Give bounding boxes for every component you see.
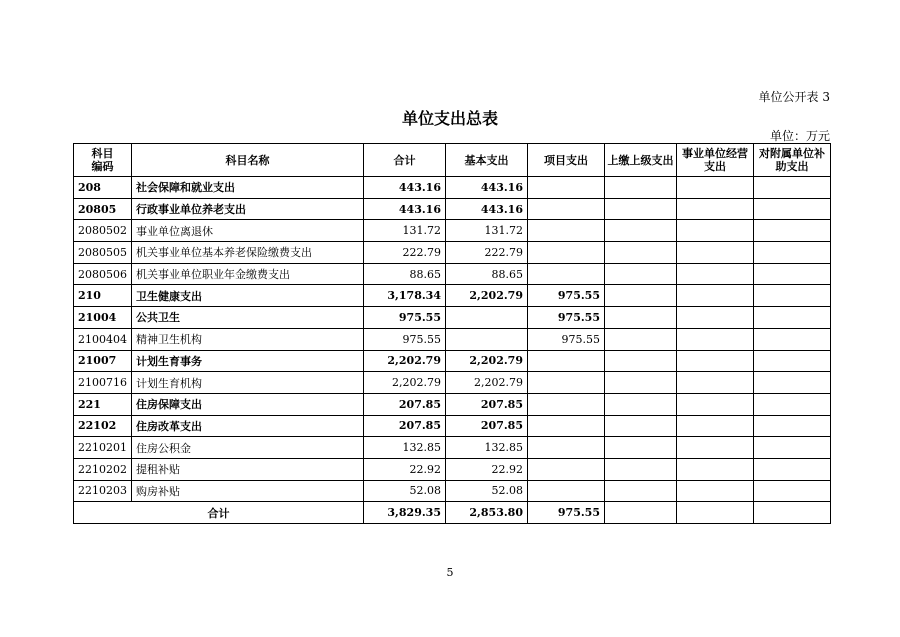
cell-code: 2100716 bbox=[74, 372, 132, 394]
cell-code: 221 bbox=[74, 393, 132, 415]
cell-total: 443.16 bbox=[364, 177, 446, 199]
cell-subsidy bbox=[754, 480, 831, 502]
table-row bbox=[74, 242, 831, 264]
cell-project bbox=[528, 177, 605, 199]
table-row bbox=[74, 285, 831, 307]
table-row bbox=[74, 415, 831, 437]
cell-basic bbox=[446, 307, 528, 329]
header-total: 合计 bbox=[364, 144, 446, 177]
cell-project bbox=[528, 242, 605, 264]
cell-business bbox=[677, 480, 754, 502]
cell-upper bbox=[605, 285, 677, 307]
cell-total: 975.55 bbox=[364, 328, 446, 350]
cell-basic: 132.85 bbox=[446, 437, 528, 459]
cell-basic: 2,202.79 bbox=[446, 372, 528, 394]
cell-upper bbox=[605, 458, 677, 480]
cell-upper bbox=[605, 307, 677, 329]
cell-upper bbox=[605, 415, 677, 437]
cell-code: 22102 bbox=[74, 415, 132, 437]
cell-name: 机关事业单位基本养老保险缴费支出 bbox=[132, 242, 364, 264]
cell-upper bbox=[605, 177, 677, 199]
cell-code: 2210202 bbox=[74, 458, 132, 480]
cell-basic: 2,202.79 bbox=[446, 350, 528, 372]
header-code: 科目 编码 bbox=[74, 144, 132, 177]
cell-project bbox=[528, 263, 605, 285]
cell-basic: 222.79 bbox=[446, 242, 528, 264]
total-project: 975.55 bbox=[528, 502, 605, 524]
cell-name: 计划生育事务 bbox=[132, 350, 364, 372]
table-row bbox=[74, 177, 831, 199]
cell-name: 住房保障支出 bbox=[132, 393, 364, 415]
cell-basic: 207.85 bbox=[446, 415, 528, 437]
cell-business bbox=[677, 242, 754, 264]
cell-total: 52.08 bbox=[364, 480, 446, 502]
table-row bbox=[74, 198, 831, 220]
cell-business bbox=[677, 372, 754, 394]
cell-code: 20805 bbox=[74, 198, 132, 220]
total-upper bbox=[605, 502, 677, 524]
cell-subsidy bbox=[754, 198, 831, 220]
table-row bbox=[74, 458, 831, 480]
header-basic: 基本支出 bbox=[446, 144, 528, 177]
cell-total: 207.85 bbox=[364, 393, 446, 415]
header-project: 项目支出 bbox=[528, 144, 605, 177]
cell-project bbox=[528, 415, 605, 437]
cell-project bbox=[528, 350, 605, 372]
cell-name: 机关事业单位职业年金缴费支出 bbox=[132, 263, 364, 285]
cell-upper bbox=[605, 328, 677, 350]
cell-project: 975.55 bbox=[528, 328, 605, 350]
total-business bbox=[677, 502, 754, 524]
cell-business bbox=[677, 307, 754, 329]
header-business: 事业单位经营支出 bbox=[677, 144, 754, 177]
cell-name: 事业单位离退休 bbox=[132, 220, 364, 242]
cell-upper bbox=[605, 393, 677, 415]
cell-subsidy bbox=[754, 415, 831, 437]
cell-code: 21004 bbox=[74, 307, 132, 329]
cell-business bbox=[677, 350, 754, 372]
cell-basic: 2,202.79 bbox=[446, 285, 528, 307]
table-row bbox=[74, 220, 831, 242]
table-row bbox=[74, 328, 831, 350]
table-row bbox=[74, 350, 831, 372]
table-row bbox=[74, 437, 831, 459]
cell-total: 88.65 bbox=[364, 263, 446, 285]
cell-subsidy bbox=[754, 177, 831, 199]
cell-basic: 52.08 bbox=[446, 480, 528, 502]
cell-subsidy bbox=[754, 458, 831, 480]
page-number: 5 bbox=[446, 566, 454, 579]
unit-label: 单位：万元 bbox=[769, 129, 830, 143]
cell-project bbox=[528, 220, 605, 242]
cell-business bbox=[677, 415, 754, 437]
cell-business bbox=[677, 263, 754, 285]
cell-subsidy bbox=[754, 372, 831, 394]
cell-code: 210 bbox=[74, 285, 132, 307]
cell-subsidy bbox=[754, 350, 831, 372]
cell-name: 精神卫生机构 bbox=[132, 328, 364, 350]
total-subsidy bbox=[754, 502, 831, 524]
cell-total: 207.85 bbox=[364, 415, 446, 437]
cell-total: 22.92 bbox=[364, 458, 446, 480]
cell-code: 2100404 bbox=[74, 328, 132, 350]
cell-business bbox=[677, 393, 754, 415]
cell-name: 公共卫生 bbox=[132, 307, 364, 329]
cell-project bbox=[528, 198, 605, 220]
cell-code: 21007 bbox=[74, 350, 132, 372]
header-upper: 上缴上级支出 bbox=[605, 144, 677, 177]
cell-upper bbox=[605, 198, 677, 220]
cell-total: 975.55 bbox=[364, 307, 446, 329]
total-basic: 2,853.80 bbox=[446, 502, 528, 524]
cell-business bbox=[677, 177, 754, 199]
header-subsidy: 对附属单位补助支出 bbox=[754, 144, 831, 177]
cell-total: 3,178.34 bbox=[364, 285, 446, 307]
cell-name: 社会保障和就业支出 bbox=[132, 177, 364, 199]
cell-basic: 22.92 bbox=[446, 458, 528, 480]
cell-name: 购房补贴 bbox=[132, 480, 364, 502]
cell-total: 222.79 bbox=[364, 242, 446, 264]
cell-subsidy bbox=[754, 220, 831, 242]
total-total: 3,829.35 bbox=[364, 502, 446, 524]
cell-upper bbox=[605, 220, 677, 242]
table-row bbox=[74, 263, 831, 285]
table-row bbox=[74, 393, 831, 415]
cell-project bbox=[528, 437, 605, 459]
cell-basic: 443.16 bbox=[446, 177, 528, 199]
cell-total: 131.72 bbox=[364, 220, 446, 242]
cell-code: 2080502 bbox=[74, 220, 132, 242]
cell-subsidy bbox=[754, 242, 831, 264]
cell-code: 2080506 bbox=[74, 263, 132, 285]
cell-subsidy bbox=[754, 437, 831, 459]
expenditure-table bbox=[73, 143, 831, 524]
cell-project bbox=[528, 458, 605, 480]
table-row bbox=[74, 372, 831, 394]
cell-business bbox=[677, 285, 754, 307]
total-label: 合计 bbox=[74, 502, 364, 524]
cell-name: 提租补贴 bbox=[132, 458, 364, 480]
cell-upper bbox=[605, 437, 677, 459]
cell-project bbox=[528, 372, 605, 394]
cell-business bbox=[677, 198, 754, 220]
cell-name: 住房改革支出 bbox=[132, 415, 364, 437]
cell-project: 975.55 bbox=[528, 285, 605, 307]
cell-business bbox=[677, 458, 754, 480]
cell-code: 2210203 bbox=[74, 480, 132, 502]
cell-subsidy bbox=[754, 393, 831, 415]
cell-project: 975.55 bbox=[528, 307, 605, 329]
total-row bbox=[74, 502, 831, 524]
cell-upper bbox=[605, 263, 677, 285]
cell-name: 计划生育机构 bbox=[132, 372, 364, 394]
table-header-row bbox=[74, 144, 831, 177]
form-label: 单位公开表 3 bbox=[758, 90, 830, 104]
cell-code: 208 bbox=[74, 177, 132, 199]
cell-subsidy bbox=[754, 285, 831, 307]
cell-upper bbox=[605, 372, 677, 394]
page-title: 单位支出总表 bbox=[401, 109, 498, 128]
cell-basic: 207.85 bbox=[446, 393, 528, 415]
cell-upper bbox=[605, 350, 677, 372]
cell-code: 2080505 bbox=[74, 242, 132, 264]
cell-basic bbox=[446, 328, 528, 350]
cell-name: 行政事业单位养老支出 bbox=[132, 198, 364, 220]
cell-business bbox=[677, 437, 754, 459]
cell-project bbox=[528, 393, 605, 415]
header-name: 科目名称 bbox=[132, 144, 364, 177]
cell-project bbox=[528, 480, 605, 502]
cell-subsidy bbox=[754, 328, 831, 350]
cell-business bbox=[677, 220, 754, 242]
table-row bbox=[74, 307, 831, 329]
cell-business bbox=[677, 328, 754, 350]
cell-subsidy bbox=[754, 307, 831, 329]
cell-subsidy bbox=[754, 263, 831, 285]
cell-basic: 131.72 bbox=[446, 220, 528, 242]
cell-basic: 443.16 bbox=[446, 198, 528, 220]
cell-total: 2,202.79 bbox=[364, 372, 446, 394]
cell-name: 住房公积金 bbox=[132, 437, 364, 459]
cell-total: 443.16 bbox=[364, 198, 446, 220]
cell-code: 2210201 bbox=[74, 437, 132, 459]
cell-upper bbox=[605, 480, 677, 502]
table-row bbox=[74, 480, 831, 502]
cell-name: 卫生健康支出 bbox=[132, 285, 364, 307]
cell-total: 132.85 bbox=[364, 437, 446, 459]
cell-basic: 88.65 bbox=[446, 263, 528, 285]
cell-upper bbox=[605, 242, 677, 264]
cell-total: 2,202.79 bbox=[364, 350, 446, 372]
